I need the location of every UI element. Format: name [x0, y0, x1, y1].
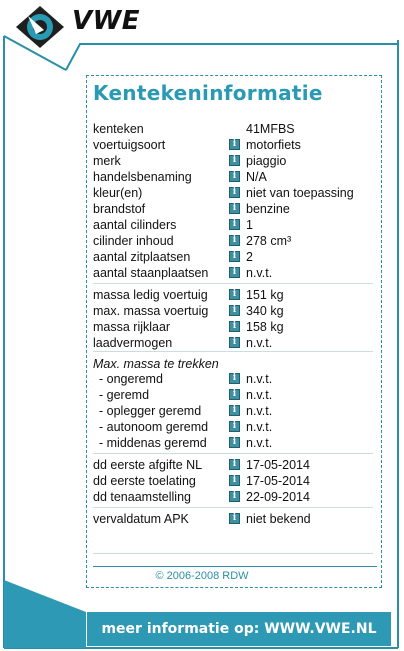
- row-label: dd tenaamstelling: [93, 490, 191, 504]
- row-divider: [93, 453, 373, 454]
- info-icon[interactable]: i: [229, 289, 240, 300]
- info-icon[interactable]: i: [229, 155, 240, 166]
- row-value: n.v.t.: [246, 436, 273, 450]
- row-label: handelsbenaming: [93, 170, 192, 184]
- info-icon[interactable]: i: [229, 267, 240, 278]
- row-value: 2: [246, 250, 253, 264]
- row-value: N/A: [246, 170, 267, 184]
- row-label: aantal zitplaatsen: [93, 250, 191, 264]
- row-divider: [93, 553, 373, 554]
- info-icon[interactable]: i: [229, 513, 240, 524]
- row-label: dd eerste toelating: [93, 474, 196, 488]
- row-value: n.v.t.: [246, 336, 273, 350]
- row-label: laadvermogen: [93, 336, 173, 350]
- row-label: - oplegger geremd: [99, 404, 202, 418]
- row-value: niet van toepassing: [246, 186, 354, 200]
- info-icon[interactable]: i: [229, 373, 240, 384]
- row-label: brandstof: [93, 202, 146, 216]
- info-icon[interactable]: i: [229, 491, 240, 502]
- vwe-logo: [14, 4, 66, 50]
- page-title: Kentekeninformatie: [93, 81, 323, 105]
- row-label: aantal staanplaatsen: [93, 266, 209, 280]
- info-icon[interactable]: i: [229, 459, 240, 470]
- row-label: - autonoom geremd: [99, 420, 209, 434]
- row-label: massa rijklaar: [93, 320, 171, 334]
- info-icon[interactable]: i: [229, 139, 240, 150]
- row-value: 22-09-2014: [246, 490, 310, 504]
- row-label: max. massa voertuig: [93, 304, 209, 318]
- info-icon[interactable]: i: [229, 421, 240, 432]
- row-value: piaggio: [246, 154, 287, 168]
- footer-divider: [93, 566, 377, 567]
- row-value: niet bekend: [246, 512, 311, 526]
- row-divider: [93, 351, 373, 352]
- row-value: n.v.t.: [246, 372, 273, 386]
- row-label: merk: [93, 154, 121, 168]
- row-label: - ongeremd: [99, 372, 163, 386]
- row-value: 151 kg: [246, 288, 284, 302]
- info-icon[interactable]: i: [229, 389, 240, 400]
- row-value: benzine: [246, 202, 290, 216]
- row-value: 340 kg: [246, 304, 284, 318]
- row-label: - geremd: [99, 388, 150, 402]
- logo-text: VWE: [72, 6, 141, 36]
- info-icon[interactable]: i: [229, 475, 240, 486]
- row-value: motorfiets: [246, 138, 301, 152]
- vwe-logo-icon: [14, 4, 66, 50]
- row-label: kenteken: [93, 122, 144, 136]
- info-icon[interactable]: i: [229, 203, 240, 214]
- row-value: n.v.t.: [246, 388, 273, 402]
- row-value: 278 cm³: [246, 234, 292, 248]
- row-label: dd eerste afgifte NL: [93, 458, 203, 472]
- row-divider: [93, 283, 373, 284]
- row-label: massa ledig voertuig: [93, 288, 208, 302]
- row-label: kleur(en): [93, 186, 143, 200]
- info-icon[interactable]: i: [229, 321, 240, 332]
- trekken-heading: Max. massa te trekken: [93, 357, 219, 371]
- row-label: cilinder inhoud: [93, 234, 174, 248]
- row-value: 41MFBS: [246, 122, 295, 136]
- row-value: 17-05-2014: [246, 458, 310, 472]
- row-value: 1: [246, 218, 253, 232]
- row-label: aantal cilinders: [93, 218, 177, 232]
- row-divider: [93, 507, 373, 508]
- row-label: - middenas geremd: [99, 436, 207, 450]
- info-icon[interactable]: i: [229, 305, 240, 316]
- row-value: n.v.t.: [246, 404, 273, 418]
- copyright: © 2006-2008 RDW: [155, 570, 249, 582]
- info-icon[interactable]: i: [229, 437, 240, 448]
- info-icon[interactable]: i: [229, 251, 240, 262]
- row-label: voertuigsoort: [93, 138, 166, 152]
- row-value: 158 kg: [246, 320, 284, 334]
- more-info-banner[interactable]: meer informatie op: WWW.VWE.NL: [87, 612, 391, 646]
- row-value: n.v.t.: [246, 266, 273, 280]
- row-label: vervaldatum APK: [93, 512, 189, 526]
- info-icon[interactable]: i: [229, 171, 240, 182]
- info-icon[interactable]: i: [229, 187, 240, 198]
- row-value: n.v.t.: [246, 420, 273, 434]
- info-icon[interactable]: i: [229, 219, 240, 230]
- info-icon[interactable]: i: [229, 235, 240, 246]
- info-icon[interactable]: i: [229, 337, 240, 348]
- row-value: 17-05-2014: [246, 474, 310, 488]
- info-icon[interactable]: i: [229, 405, 240, 416]
